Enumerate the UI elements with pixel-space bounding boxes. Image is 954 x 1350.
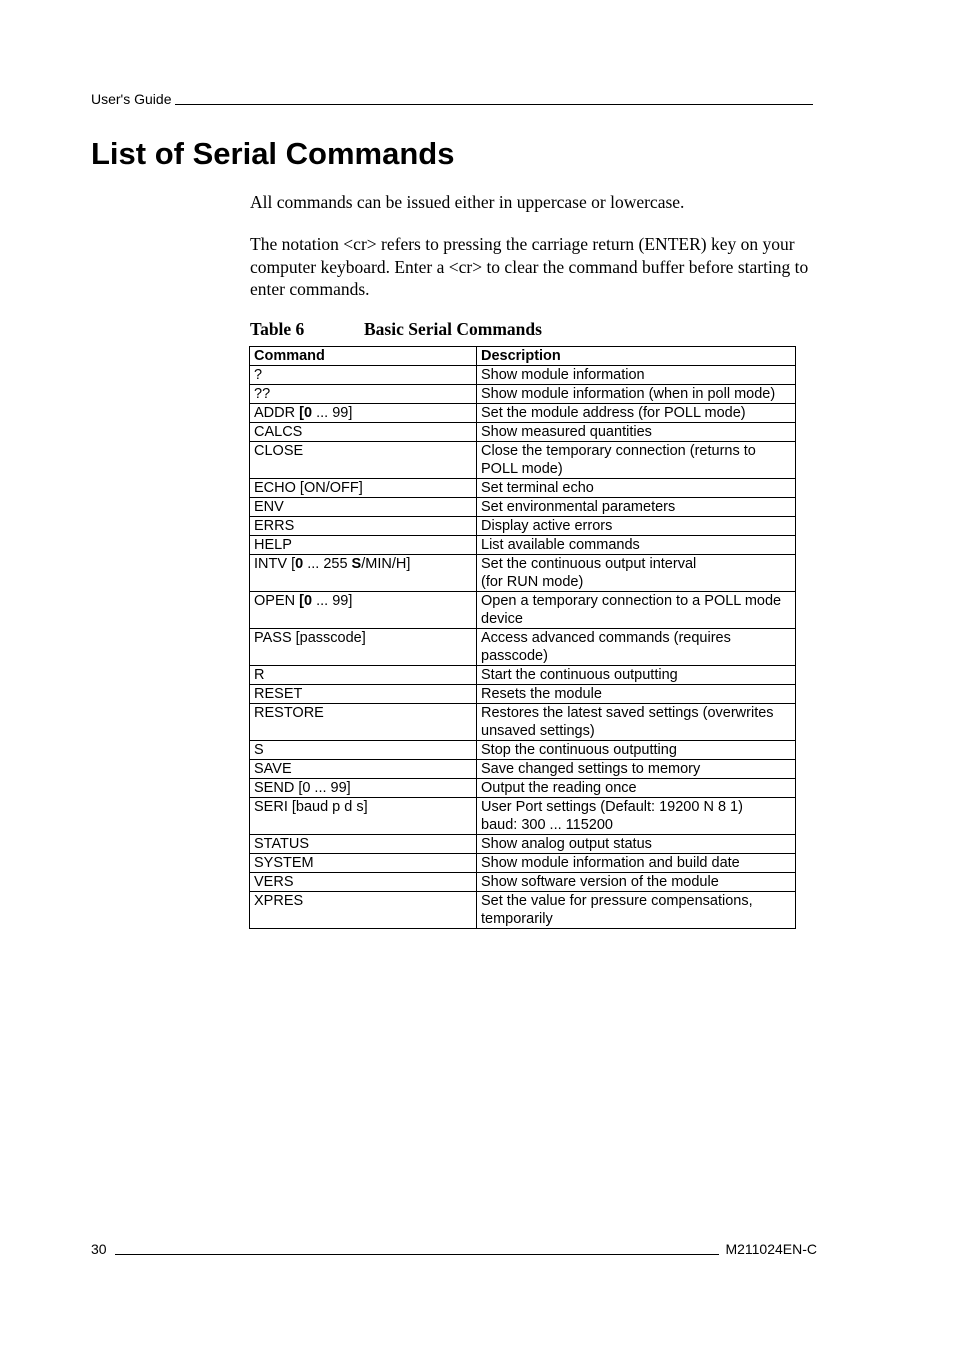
table-row: [250, 779, 796, 798]
serial-commands-table: [249, 346, 796, 929]
description-cell: Stop the continuous outputting: [477, 741, 796, 760]
intro-paragraph: All commands can be issued either in uppercase or lowercase.: [250, 192, 685, 212]
command-cell: ENV: [250, 498, 477, 517]
command-cell: ??: [250, 385, 477, 404]
command-cell: VERS: [250, 873, 477, 892]
description-cell: Display active errors: [477, 517, 796, 536]
description-cell: Set the continuous output interval (for RUN mode): [477, 555, 796, 592]
column-header-command: Command: [250, 347, 477, 366]
description-cell: User Port settings (Default: 19200 N 8 1) baud: 300 ... 115200: [477, 798, 796, 835]
command-cell: R: [250, 666, 477, 685]
footer-rule: [115, 1254, 720, 1255]
table-row: [250, 366, 796, 385]
description-cell: List available commands: [477, 536, 796, 555]
command-cell: ECHO [ON/OFF]: [250, 479, 477, 498]
table-row: [250, 517, 796, 536]
table-row: [250, 423, 796, 442]
description-cell: Set terminal echo: [477, 479, 796, 498]
description-cell: Set the module address (for POLL mode): [477, 404, 796, 423]
table-header-row: [250, 347, 796, 366]
description-cell: Set environmental parameters: [477, 498, 796, 517]
description-cell: Access advanced commands (requires passcode): [477, 629, 796, 666]
table-row: [250, 479, 796, 498]
page-number: 30: [91, 1241, 107, 1257]
command-cell: INTV [0 ... 255 S/MIN/H]: [250, 555, 477, 592]
table-row: [250, 685, 796, 704]
table-row: [250, 854, 796, 873]
table-caption: [250, 318, 542, 340]
table-row: [250, 385, 796, 404]
description-cell: Show module information: [477, 366, 796, 385]
command-cell: SERI [baud p d s]: [250, 798, 477, 835]
header-rule: [175, 104, 813, 105]
description-cell: Show analog output status: [477, 835, 796, 854]
table-row: [250, 498, 796, 517]
command-cell: PASS [passcode]: [250, 629, 477, 666]
command-cell: SEND [0 ... 99]: [250, 779, 477, 798]
table-row: [250, 555, 796, 592]
table-caption-title: Basic Serial Commands: [364, 319, 542, 339]
table-row: [250, 741, 796, 760]
command-cell: SAVE: [250, 760, 477, 779]
command-cell: S: [250, 741, 477, 760]
page-title: List of Serial Commands: [91, 136, 455, 171]
command-cell: CLOSE: [250, 442, 477, 479]
command-cell: ?: [250, 366, 477, 385]
description-cell: Output the reading once: [477, 779, 796, 798]
command-cell: XPRES: [250, 892, 477, 929]
table-row: [250, 404, 796, 423]
description-cell: Start the continuous outputting: [477, 666, 796, 685]
notation-paragraph: The notation <cr> refers to pressing the carriage return (ENTER) key on your computer keyboard. Enter a <cr> to clear the command buffer before starting to enter commands.: [250, 234, 809, 299]
running-header: [91, 90, 813, 108]
command-cell: HELP: [250, 536, 477, 555]
description-cell: Restores the latest saved settings (overwrites unsaved settings): [477, 704, 796, 741]
table-caption-number: Table 6: [250, 319, 305, 339]
description-cell: Show measured quantities: [477, 423, 796, 442]
description-cell: Show software version of the module: [477, 873, 796, 892]
command-cell: RESET: [250, 685, 477, 704]
description-cell: Show module information and build date: [477, 854, 796, 873]
command-cell: CALCS: [250, 423, 477, 442]
command-cell: RESTORE: [250, 704, 477, 741]
description-cell: Open a temporary connection to a POLL mode device: [477, 592, 796, 629]
column-header-description: Description: [477, 347, 796, 366]
command-cell: OPEN [0 ... 99]: [250, 592, 477, 629]
description-cell: Set the value for pressure compensations, temporarily: [477, 892, 796, 929]
table-row: [250, 536, 796, 555]
table-row: [250, 873, 796, 892]
command-cell: ERRS: [250, 517, 477, 536]
description-cell: Save changed settings to memory: [477, 760, 796, 779]
table-row: [250, 892, 796, 929]
table-row: [250, 798, 796, 835]
description-cell: Close the temporary connection (returns to POLL mode): [477, 442, 796, 479]
table-row: [250, 760, 796, 779]
running-footer: [91, 1240, 817, 1258]
table-row: [250, 629, 796, 666]
command-cell: ADDR [0 ... 99]: [250, 404, 477, 423]
table-row: [250, 442, 796, 479]
table-row: [250, 835, 796, 854]
document-code: M211024EN-C: [725, 1241, 817, 1257]
table-row: [250, 666, 796, 685]
table-row: [250, 592, 796, 629]
description-cell: Show module information (when in poll mode): [477, 385, 796, 404]
table-row: [250, 704, 796, 741]
command-cell: SYSTEM: [250, 854, 477, 873]
header-text: User's Guide: [91, 91, 172, 107]
description-cell: Resets the module: [477, 685, 796, 704]
command-cell: STATUS: [250, 835, 477, 854]
